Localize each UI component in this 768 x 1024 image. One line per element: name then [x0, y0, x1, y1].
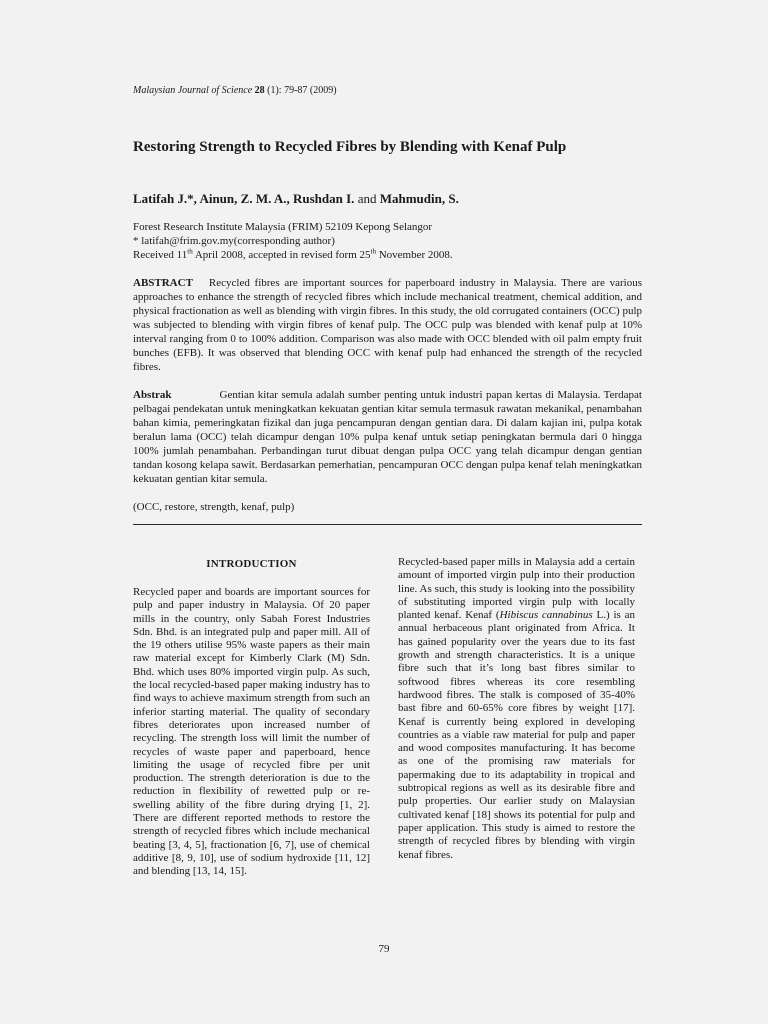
left-column: [133, 556, 370, 879]
section-divider: [133, 524, 642, 525]
abstrak-label: Abstrak: [133, 389, 172, 401]
introduction-heading: INTRODUCTION: [206, 558, 297, 570]
authors-last: Mahmudin, S.: [379, 191, 459, 206]
abstrak-paragraph: [133, 388, 642, 486]
abstrak-text: Gentian kitar semula adalah sumber penting untuk industri papan kertas di Malaysia. Terdapat pelbagai pendekatan untuk meningkatkan kekuatan gentian kitar semula termasuk rawatan mekanikal, penambahan bahan kimia, pemeringkatan fizikal dan juga pencampuran dengan gentian dara. Di dalam kajian ini, pulpa kotak beralun lama (OCC) telah dicampur dengan 10% pulpa kenaf untuk setiap peningkatan bermula dari 0 hingga 100% jumlah penambahan. Perbandingan turut dibuat dengan pulpa OCC yang telah dicampur dengan gentian tandan kosong kelapa sawit. Berdasarkan pemerhatian, pencampuran OCC dengan pulpa kenaf telah meningkatkan kekuatan gentian kitar semula.: [133, 389, 642, 485]
journal-citation: [133, 84, 337, 98]
paper-title: Restoring Strength to Recycled Fibres by Blending with Kenaf Pulp: [133, 139, 567, 155]
abstract-paragraph: [133, 276, 642, 374]
corresponding-email: * latifah@frim.gov.my(corresponding author): [133, 235, 335, 247]
authors-main: Latifah J.*, Ainun, Z. M. A., Rushdan I.: [133, 191, 355, 206]
introduction-paragraph-left: Recycled paper and boards are important sources for pulp and paper industry in Malaysia. Of 20 paper mills in the country, only Sabah Forest Industries Sdn. Bhd. is an integrated pulp and paper mill. All of the 19 others utilise 95% waste papers as their main raw material except for Kimberly Clark (M) Sdn. Bhd. which uses 80% imported virgin pulp. As such, the local recycled-based paper making industry has to find ways to achieve maximum strength from such an inferior starting material. The quality of secondary fibres deteriorates upon increased number of recycling. The strength loss will limit the number of recycles of waste paper and paperboard, hence limiting the usage of recycled fibre per unit production. The strength deterioration is due to the reduction in flexibility of rewetted pulp or re-swelling ability of the fibre during drying [1, 2]. There are different reported methods to restore the strength of recycled fibres which include mechanical beating [3, 4, 5], fractionation [6, 7], use of chemical additive [8, 9, 10], use of sodium hydroxide [11, 12] and blending [13, 14, 15].: [133, 586, 370, 878]
journal-volume: 28: [254, 85, 265, 96]
species-name: Hibiscus cannabinus: [499, 609, 593, 622]
authors-and: and: [357, 191, 377, 206]
affiliation-institute: Forest Research Institute Malaysia (FRIM) 52109 Kepong Selangor: [133, 221, 433, 233]
page-number: 79: [378, 943, 390, 955]
right-column: [398, 556, 635, 862]
journal-issue: (1): 79-87 (2009): [267, 85, 337, 96]
abstract-text: Recycled fibres are important sources for paperboard industry in Malaysia. There are various approaches to enhance the strength of recycled fibres which include mechanical treatment, chemical addition, and physical fractionation as well as blending with virgin fibres. In this study, the old corrugated containers (OCC) pulp was subjected to blending with virgin fibres of kenaf pulp. The OCC pulp was blended with kenaf pulp at 10% interval ranging from 0 to 100% addition. Comparison was also made with OCC blended with oil palm empty fruit bunches (EFB). It was observed that blending OCC with kenaf pulp had enhanced the strength of the recycled fibres.: [133, 277, 642, 373]
abstract-label: ABSTRACT: [133, 277, 193, 289]
author-list: [133, 190, 459, 208]
introduction-paragraph-right: Recycled-based paper mills in Malaysia add a certain amount of imported virgin pulp into their production line. As such, this study is looking into the possibility of substituting imported virgin pulp with locally planted kenaf. Kenaf (Hibiscus cannabinus L.) is an annual herbaceous plant originated from Africa. It has gained popularity over the years due to its fast growth and strength characteristics. It is a unique fibre such that it’s long bast fibres similar to softwood fibres whereas its core resembling hardwood fibres. The stalk is composed of 35-40% bast fibre and 60-65% core fibres by weight [17]. Kenaf is currently being explored in developing countries as a viable raw material for pulp and paper and wood composites manufacturing. It has become as one of the promising raw materials for papermaking due to its adaptability in tropical and subtropical regions as well as its desirable fibre and pulp properties. Our earlier study on Malaysian cultivated kenaf [18] shows its potential for pulp and paper application. This study is aimed to restore the strength of recycled fibres by blending with virgin kenaf fibres.: [398, 556, 635, 861]
received-dates: Received 11th April 2008, accepted in revised form 25th November 2008.: [133, 247, 453, 261]
keywords: (OCC, restore, strength, kenaf, pulp): [133, 501, 295, 513]
journal-name: Malaysian Journal of Science: [133, 85, 253, 96]
affiliation-block: [133, 220, 653, 262]
